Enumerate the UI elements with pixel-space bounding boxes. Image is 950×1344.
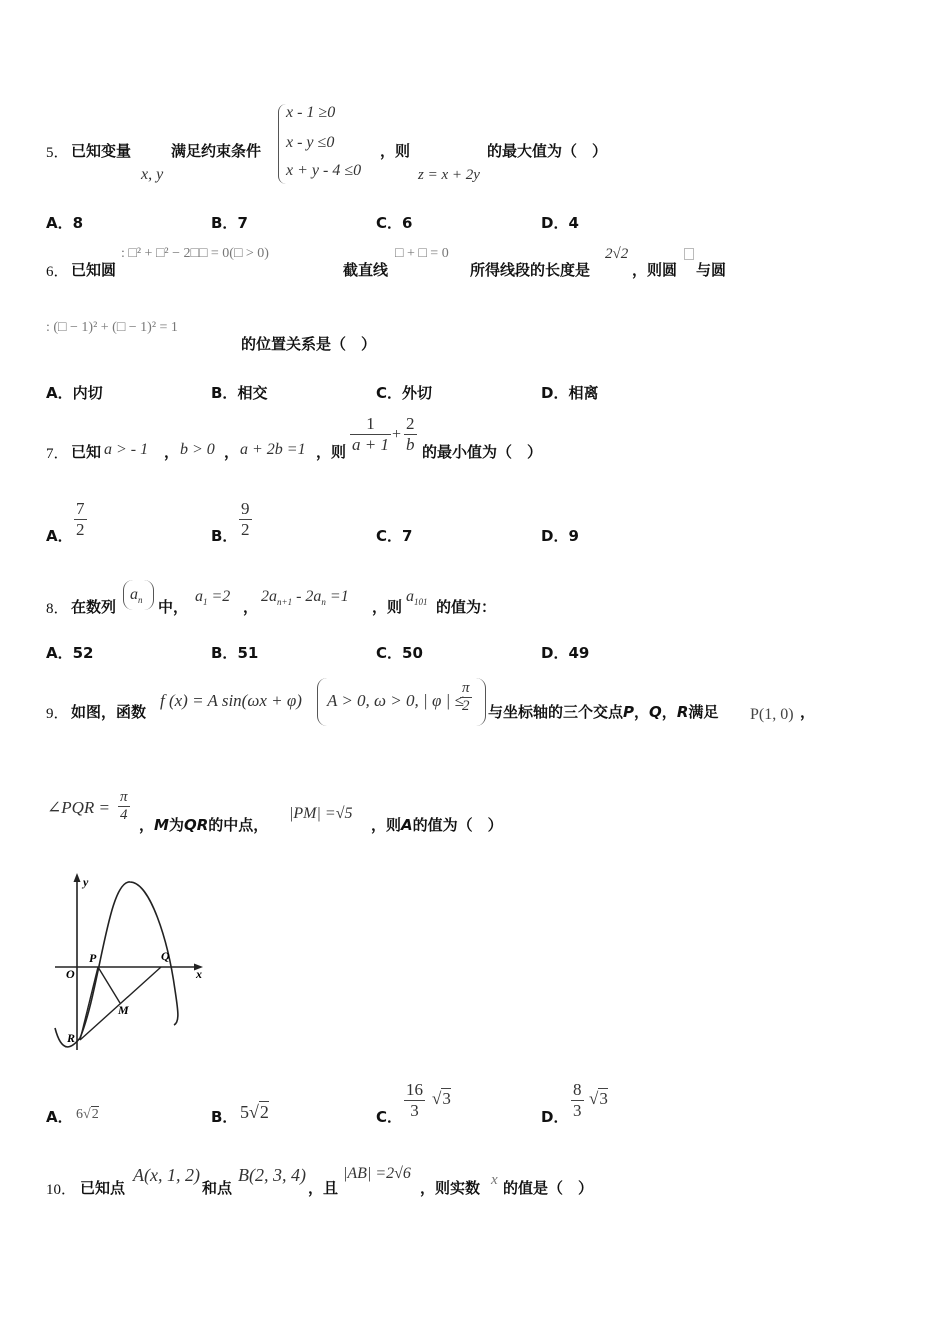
q6-length: 2√2	[605, 246, 629, 262]
q7-text-1: 已知	[71, 443, 102, 461]
q9-angle: ∠PQR =	[47, 798, 111, 817]
q8-sequence: $a_n$	[130, 586, 143, 606]
q9-function-graph	[50, 870, 220, 1055]
q9-point-p: P(1, 0)	[750, 706, 794, 723]
q7-condition-3: a + 2b =1	[240, 441, 306, 458]
q8-text-4: 的值为：	[436, 598, 497, 616]
q9-text-2: 与坐标轴的三个交点P，Q，R满足	[488, 703, 719, 721]
q7-fraction-2: $\frac{2}{b}$	[406, 414, 415, 454]
q10-point-a: A(x, 1, 2)	[133, 1165, 200, 1185]
q7-text-2: ，则	[316, 443, 347, 461]
graph-label-x: x	[196, 967, 202, 981]
q7-separator-2: ，	[224, 443, 240, 461]
q8-option-a: A．52	[46, 644, 94, 662]
q9-pi-over-2: $\frac{\pi}{2}$	[462, 680, 470, 714]
q7-option-a-fraction: $\frac{7}{2}$	[76, 499, 85, 539]
q8-separator: ，	[243, 598, 259, 616]
q8-condition-1: $a_1 =2$	[195, 588, 231, 608]
graph-label-y: y	[83, 875, 89, 889]
q6-line-equation: □ + □ = 0	[395, 246, 449, 261]
y-axis-arrow-icon	[74, 873, 81, 882]
q6-text-5: 与圆	[696, 261, 727, 279]
q8-target: $a_{101}$	[406, 588, 428, 608]
q10-point-b: B(2, 3, 4)	[238, 1165, 306, 1185]
q5-text-4: 的最大值为（ ）	[487, 142, 608, 160]
q5-text-3: ，则	[380, 142, 411, 160]
q9-option-a: A．	[46, 1108, 73, 1126]
graph-label-q: Q	[161, 949, 170, 963]
q5-constraint-3: x + y - 4 ≤0	[286, 162, 362, 179]
q9-text-1: 如图，函数	[71, 703, 147, 721]
q10-text-1: 已知点	[80, 1179, 126, 1197]
q5-option-c: C．6	[376, 214, 413, 232]
q9-option-c-radical: √3	[432, 1089, 451, 1108]
q9-condition: A > 0, ω > 0, | φ | ≤	[327, 691, 464, 710]
q9-text-8: ，则A的值为（ ）	[371, 816, 503, 834]
q9-option-d: D．	[541, 1108, 569, 1126]
q9-text-4: ，	[800, 703, 816, 721]
q6-circle2-equation: : (□ − 1)² + (□ − 1)² = 1	[46, 320, 178, 335]
q5-number: 5．	[46, 145, 69, 161]
sine-curve	[55, 882, 178, 1047]
q10-ab-length: |AB| =2√6	[343, 1165, 411, 1182]
q8-option-b: B．51	[211, 644, 259, 662]
q7-fraction-1: $\frac{1}{a + 1}$	[352, 414, 389, 454]
q8-condition-2: $2a_{n+1} - 2a_n =1$	[261, 588, 349, 608]
graph-label-m: M	[118, 1003, 129, 1017]
q7-condition-2: b > 0	[180, 441, 215, 458]
graph-label-r: R	[67, 1031, 76, 1045]
q5-text-1: 已知变量	[71, 142, 132, 160]
q6-text-1: 已知圆	[71, 261, 117, 279]
q9-pi-over-4: $\frac{\pi}{4}$	[120, 789, 128, 823]
q7-option-b: B．	[211, 527, 238, 545]
q8-text-1: 在数列	[71, 598, 117, 616]
q5-text-2: 满足约束条件	[171, 142, 262, 160]
segment-pm	[98, 967, 120, 1003]
q9-option-c-fraction: $\frac{16}{3}$	[406, 1080, 423, 1120]
q10-text-5: 的值是（ ）	[503, 1179, 594, 1197]
q10-number: 10．	[46, 1182, 77, 1198]
q7-option-b-fraction: $\frac{9}{2}$	[241, 499, 250, 539]
q9-text-5: ，M为QR的中点，	[139, 816, 269, 834]
q9-option-b: B．	[211, 1108, 238, 1126]
q10-text-2: 和点	[202, 1179, 233, 1197]
q9-option-a-value: 6√2	[76, 1107, 99, 1122]
q7-option-c: C．7	[376, 527, 413, 545]
graph-label-o: O	[66, 967, 75, 981]
q9-option-b-value: 5√2	[240, 1102, 269, 1122]
q8-text-3: ，则	[372, 598, 403, 616]
q5-variables: x, y	[141, 166, 164, 183]
q5-option-d: D．4	[541, 214, 579, 232]
q7-option-a: A．	[46, 527, 73, 545]
q6-option-c: C．外切	[376, 384, 433, 402]
q6-option-a: A．内切	[46, 384, 103, 402]
q9-function: f (x) = A sin(ωx + φ)	[160, 691, 302, 710]
q6-text-2: 截直线	[343, 261, 389, 279]
q6-number: 6．	[46, 264, 69, 280]
graph-label-p: P	[89, 951, 97, 965]
q8-number: 8．	[46, 601, 69, 617]
q6-text-4: ，则圆	[632, 261, 678, 279]
q5-constraint-1: x - 1 ≥0	[286, 104, 336, 121]
q6-option-b: B．相交	[211, 384, 268, 402]
q10-text-3: ，且	[308, 1179, 339, 1197]
q5-option-b: B．7	[211, 214, 248, 232]
segment-pr	[80, 967, 98, 1040]
q8-option-c: C．50	[376, 644, 423, 662]
q5-constraint-2: x - y ≤0	[286, 134, 335, 151]
q8-text-2: 中，	[158, 598, 189, 616]
q5-option-a: A．8	[46, 214, 84, 232]
q6-circle-equation: : □² + □² − 2□□ = 0(□ > 0)	[121, 246, 269, 261]
q9-pm-length: |PM| =√5	[289, 805, 353, 822]
q6-text-3: 所得线段的长度是	[470, 261, 591, 279]
q7-separator-1: ，	[164, 443, 180, 461]
q9-option-c: C．	[376, 1108, 403, 1126]
q7-number: 7．	[46, 446, 69, 462]
q6-placeholder-glyph	[684, 248, 694, 260]
q7-condition-1: a > - 1	[104, 441, 149, 458]
q5-objective: z = x + 2y	[418, 167, 480, 183]
q10-variable-x: x	[491, 1172, 498, 1188]
q7-plus: +	[392, 426, 402, 443]
q7-option-d: D．9	[541, 527, 579, 545]
q9-option-d-fraction: $\frac{8}{3}$	[573, 1080, 582, 1120]
q9-option-d-radical: √3	[589, 1089, 608, 1108]
q10-text-4: ，则实数	[420, 1179, 481, 1197]
q6-option-d: D．相离	[541, 384, 599, 402]
q8-option-d: D．49	[541, 644, 590, 662]
q6-text-6: 的位置关系是（ ）	[241, 335, 377, 353]
q7-text-3: 的最小值为（ ）	[422, 443, 543, 461]
q9-number: 9．	[46, 706, 69, 722]
